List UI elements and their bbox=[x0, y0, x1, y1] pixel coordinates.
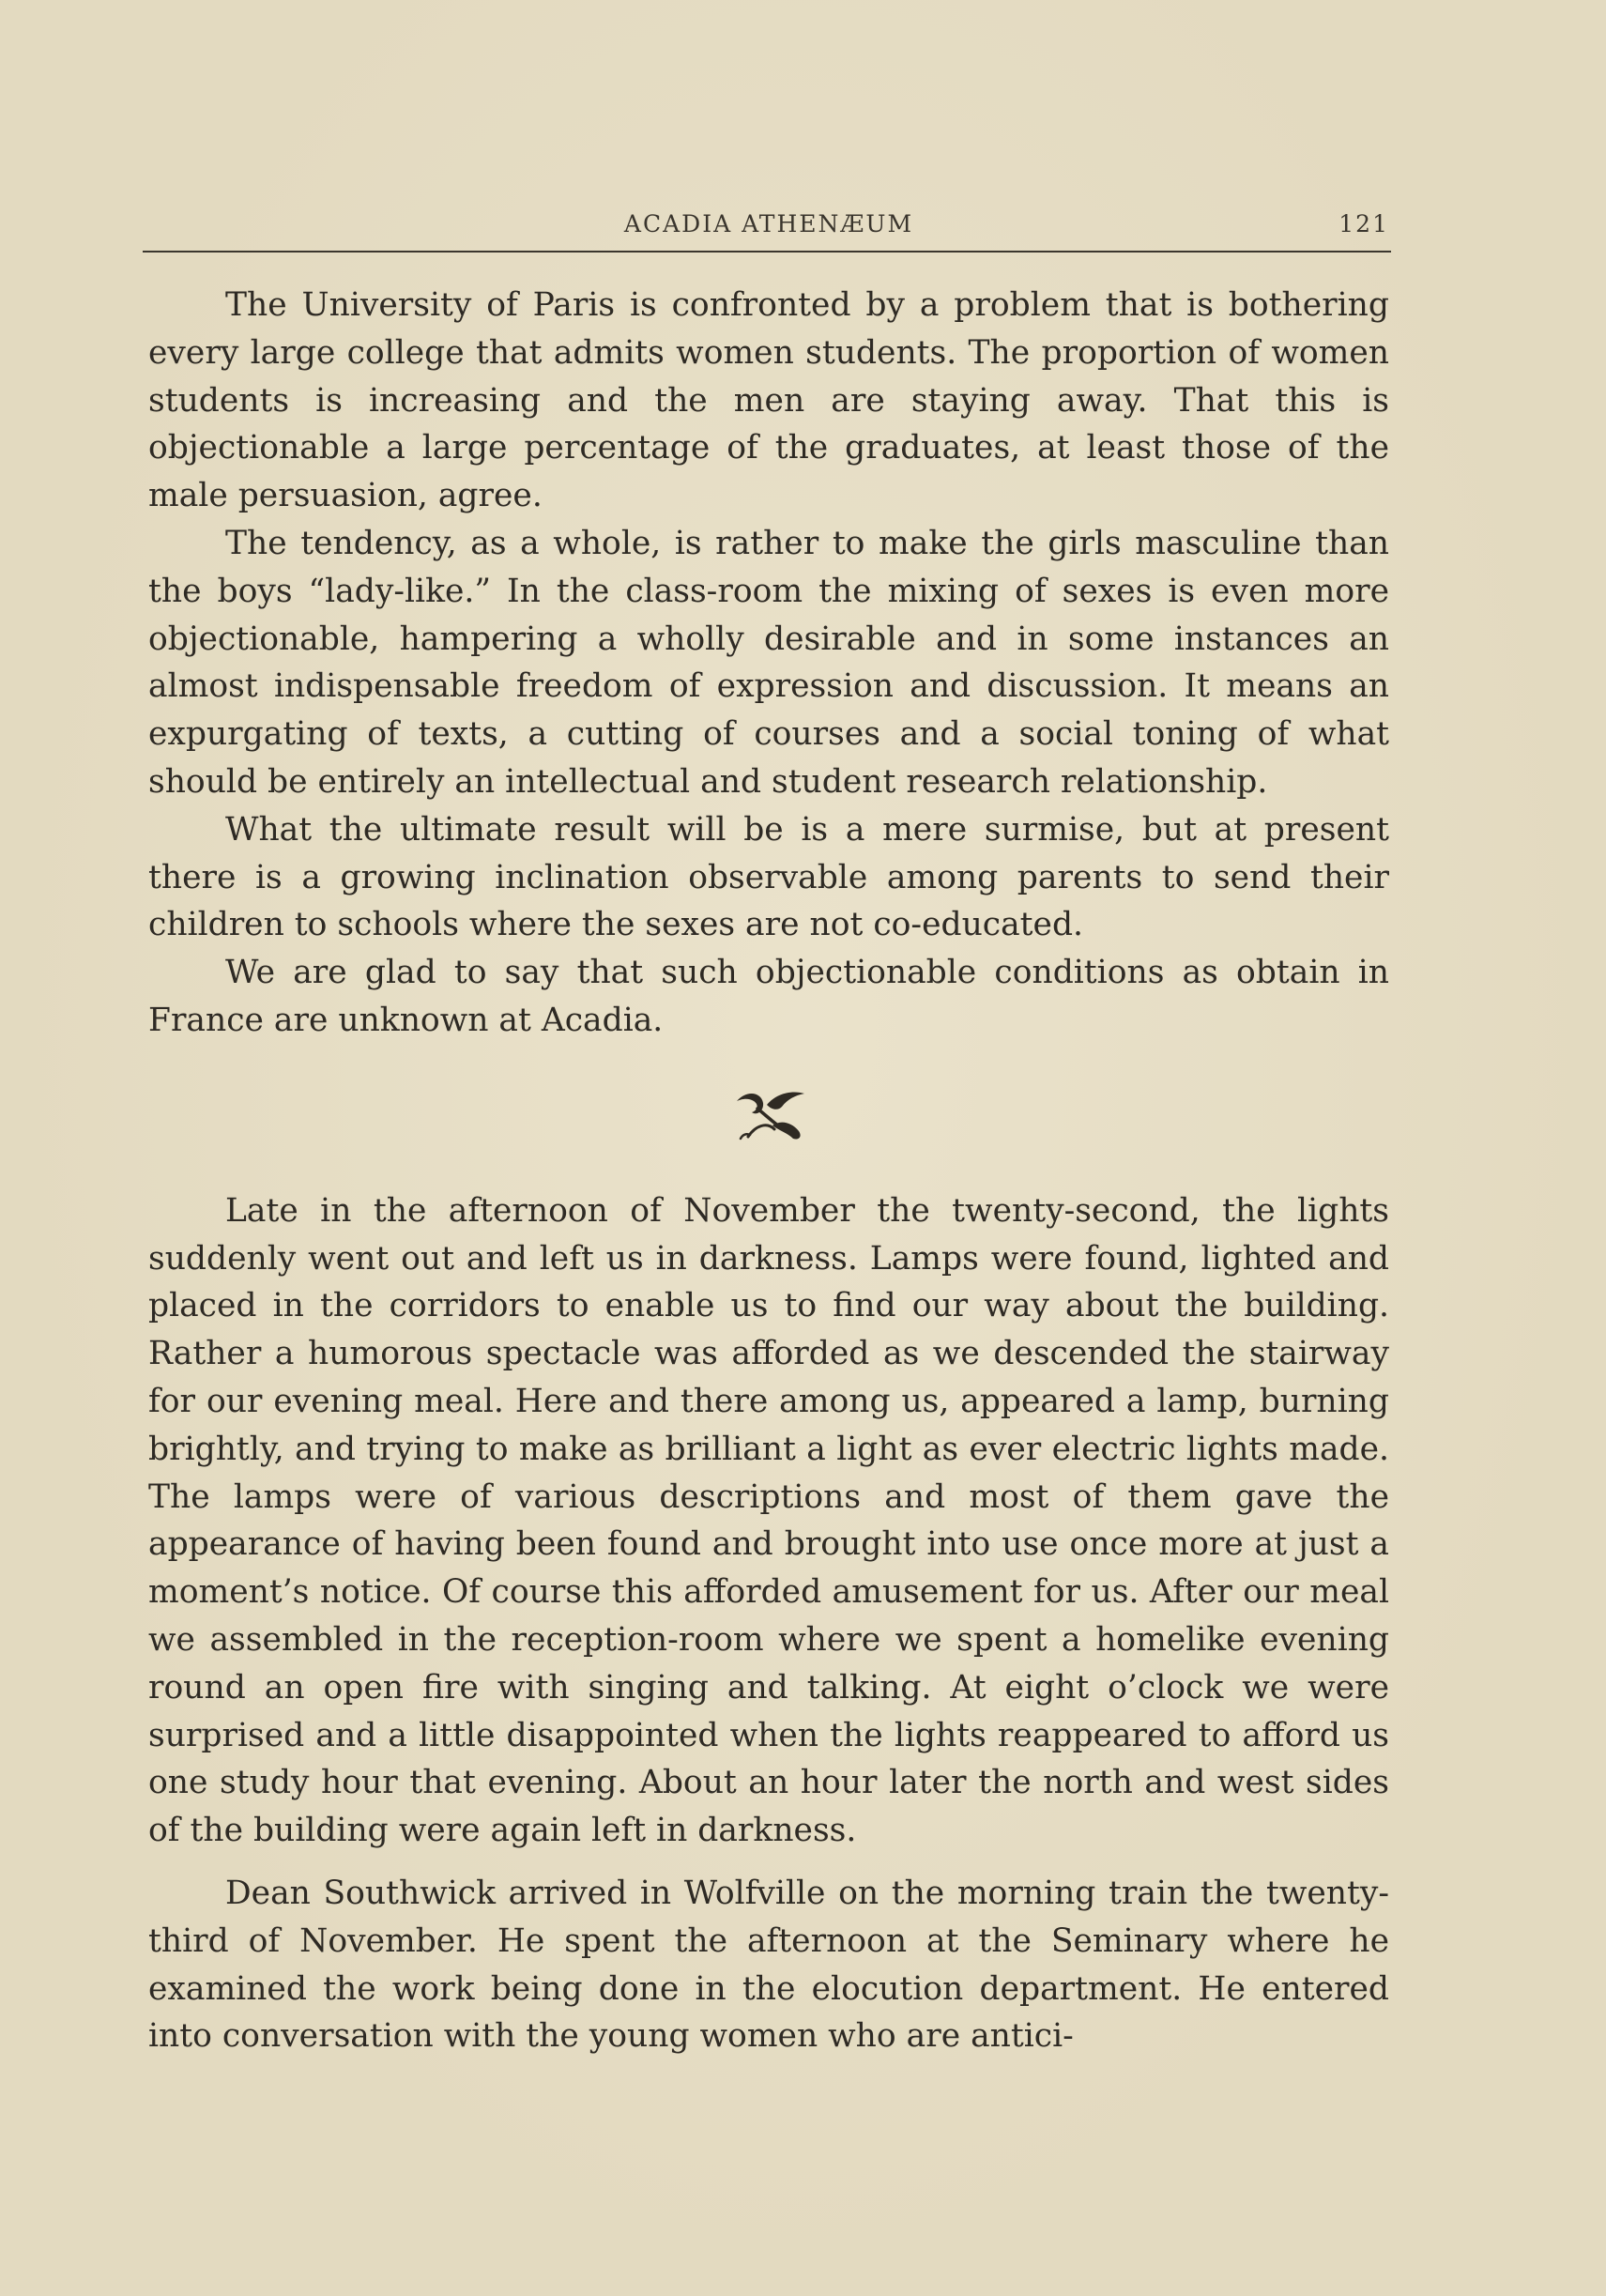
paragraph: The tendency, as a whole, is rather to make the girls masculine than the boys “lady-like.” In the class-room the mixing of sexes is even more objectionable, hampering a wholly desirable and in some instances an almost indispensable freedom of expression and discussion. It means an expurgating of texts, a cutting of courses and a social toning of what should be entirely an intellectual and student research relationship. bbox=[148, 524, 1389, 801]
running-title: ACADIA ATHENÆUM bbox=[623, 210, 914, 237]
paragraph: What the ultimate result will be is a mere surmise, but at present there is a growing inclination observable among parents to send their children to schools where the sexes are not co-educated. bbox=[148, 810, 1389, 944]
paragraph: Late in the afternoon of November the twenty-second, the lights suddenly went out and left us in darkness. Lamps were found, lighted and placed in the corridors to enable us to find our way about the building. Rather a humorous spectacle was afforded as we descended the stairway for our evening meal. Here and there among us, appeared a lamp, burning brightly, and trying to make as brilliant a light as ever electric lights made. The lamps were of various descriptions and most of them gave the appearance of having been found and brought into use once more at just a moment’s notice. Of course this afforded amusement for us. After our meal we assembled in the reception-room where we spent a homelike evening round an open fire with singing and talking. At eight o’clock we were surprised and a little disappointed when the lights reappeared to afford us one study hour that evening. About an hour later the north and west sides of the building were again left in darkness. bbox=[148, 1191, 1389, 1850]
body-text bbox=[148, 282, 1389, 2060]
running-head bbox=[148, 207, 1389, 248]
paragraph: We are glad to say that such objectionable conditions as obtain in France are unknown at Acadia. bbox=[148, 954, 1389, 1039]
paragraph-gap bbox=[148, 1855, 1389, 1870]
page-number: 121 bbox=[1338, 210, 1389, 237]
floral-ornament-icon bbox=[148, 1050, 1389, 1182]
paragraph: Dean Southwick arrived in Wolfville on the morning train the twenty-third of November. He spent the afternoon at the Seminary where he examined the work being done in the elocution department. He entered into conversation with the young women who are antici- bbox=[148, 1874, 1389, 2056]
header-rule bbox=[143, 251, 1391, 253]
paragraph: The University of Paris is confronted by a problem that is bothering every large college that admits women students. The proportion of women students is increasing and the men are staying away. That this is objectionable a large percentage of the graduates, at least those of the male persuasion, agree. bbox=[148, 286, 1389, 515]
